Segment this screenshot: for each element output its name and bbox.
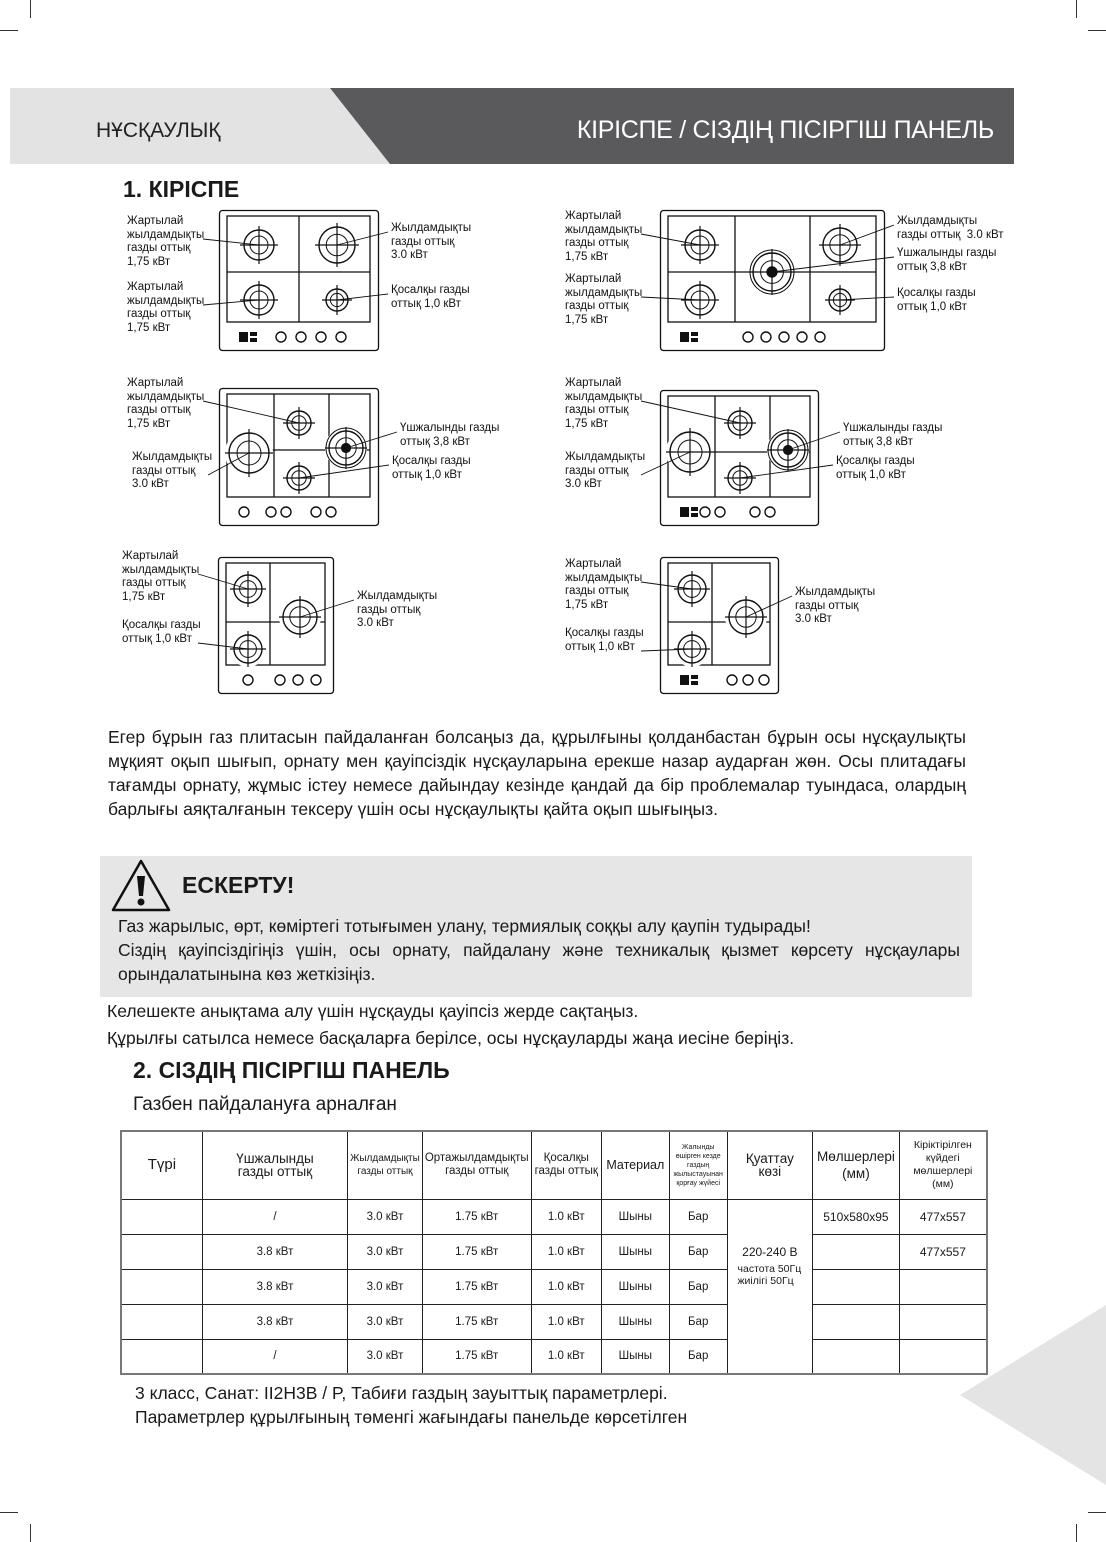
note-keep-manual: Келешекте анықтама алу үшін нұсқауды қауіпсіз жерде сақтаңыз. [107,1001,639,1021]
burner-label: Жылдамдықты газды оттық 3.0 кВт [897,215,1004,241]
col-flame-failure: Жалынды өшірген кезде газдың жылыстауынан қорғау жүйесі [669,1131,727,1199]
crop-mark [0,1512,18,1513]
control-knob-icon [336,332,346,342]
col-type: Түрі [121,1131,202,1199]
control-knob-icon [281,507,291,517]
cell-auxiliary: 1.0 кВт [531,1234,601,1269]
cell-semi-rapid: 1.75 кВт [422,1304,531,1339]
col-semi-rapid-burner: Ортажылдамдықты газды оттық [422,1131,531,1199]
control-knob-icon [311,675,321,685]
footer-line-1: 3 класс, Санат: II2H3B / P, Табиғи газдың зауыттық параметрлері. [135,1383,668,1403]
cell-triple: 3.8 кВт [202,1234,347,1269]
cell-flame-failure: Бар [669,1199,727,1234]
burner-label: Жылдамдықты газды оттық 3.0 кВт [565,451,646,490]
cell-flame-failure: Бар [669,1234,727,1269]
section-1-heading: 1. КІРІСПЕ [123,176,240,202]
hob-diagram [220,211,379,351]
burner-label: Жылдамдықты газды оттық 3.0 кВт [132,451,213,490]
cell-triple: 3.8 кВт [202,1304,347,1339]
control-knob-icon [239,507,249,517]
cell-builtin-dimensions: 477x557 [899,1199,987,1234]
control-knob-icon [765,507,775,517]
manual-label: НҰСҚАУЛЫҚ [96,119,221,142]
col-dimensions: Мөлшерлері (мм) [813,1131,900,1199]
cell-auxiliary: 1.0 кВт [531,1269,601,1304]
cell-dimensions: 510x580x95 [813,1199,900,1234]
control-knob-icon [779,332,789,342]
warning-title: ЕСКЕРТУ! [182,872,295,898]
cell-auxiliary: 1.0 кВт [531,1199,601,1234]
burner-label: Үшжалынды газды оттық 3,8 кВт [843,422,943,448]
cell-material: Шыны [601,1339,669,1374]
table-row [121,1304,987,1339]
control-knob-icon [296,332,306,342]
burner-label: Үшжалынды газды оттық 3,8 кВт [897,247,997,273]
burner-label: Жартылай жылдамдықты газды оттық 1,75 кВт [127,281,205,334]
cell-flame-failure: Бар [669,1269,727,1304]
burner-label: Қосалқы газды оттық 1,0 кВт [122,619,201,645]
burner-label: Қосалқы газды оттық 1,0 кВт [391,284,470,310]
cell-semi-rapid: 1.75 кВт [422,1339,531,1374]
burner-label: Жартылай жылдамдықты газды оттық 1,75 кВт [565,273,643,326]
section-2-subtitle: Газбен пайдалануға арналған [133,1094,397,1115]
control-knob-icon [275,675,285,685]
power-freq-1: частота 50Гц [737,1263,802,1276]
control-knob-icon [743,675,753,685]
burner-label: Жартылай жылдамдықты газды оттық 1,75 кВт [565,558,643,611]
control-knob-icon [266,507,276,517]
burner-label: Жылдамдықты газды оттық 3.0 кВт [391,222,472,261]
burner-label: Қосалқы газды оттық 1,0 кВт [565,627,644,653]
cell-rapid: 3.0 кВт [348,1234,423,1269]
table-header-row [121,1131,987,1199]
control-knob-icon [276,332,286,342]
cell-type [121,1199,202,1234]
power-voltage: 220-240 В [742,1245,798,1260]
control-knob-icon [743,332,753,342]
cell-semi-rapid: 1.75 кВт [422,1269,531,1304]
cell-auxiliary: 1.0 кВт [531,1304,601,1339]
col-triple-burner: Үшжалынды газды оттық [202,1131,347,1199]
col-material: Материал [601,1131,669,1199]
table-row [121,1234,987,1269]
control-knob-icon [316,332,326,342]
burner-label: Жылдамдықты газды оттық 3.0 кВт [795,586,876,625]
control-knob-icon [715,507,725,517]
control-knob-icon [326,507,336,517]
burner-label: Жылдамдықты газды оттық 3.0 кВт [357,590,438,629]
cell-builtin-dimensions [899,1269,987,1304]
cell-material: Шыны [601,1304,669,1339]
control-knob-icon [761,332,771,342]
burner-label: Қосалқы газды оттық 1,0 кВт [392,455,471,481]
control-knob-icon [750,507,760,517]
control-knob-icon [797,332,807,342]
cell-rapid: 3.0 кВт [348,1304,423,1339]
note-transfer-manual: Құрылғы сатылса немесе басқаларға берілсе, осы нұсқауларды жаңа иесіне беріңіз. [107,1028,795,1048]
cell-dimensions [813,1269,900,1304]
cell-type [121,1304,202,1339]
control-knob-icon [700,507,710,517]
cell-flame-failure: Бар [669,1339,727,1374]
burner-label: Қосалқы газды оттық 1,0 кВт [836,455,915,481]
control-knob-icon [243,675,253,685]
warning-text [118,914,960,986]
cell-flame-failure: Бар [669,1304,727,1339]
cell-triple: / [202,1199,347,1234]
cell-auxiliary: 1.0 кВт [531,1339,601,1374]
cell-rapid: 3.0 кВт [348,1199,423,1234]
cell-type [121,1234,202,1269]
cell-semi-rapid: 1.75 кВт [422,1234,531,1269]
control-knob-icon [815,332,825,342]
cell-builtin-dimensions [899,1304,987,1339]
burner-label: Жартылай жылдамдықты газды оттық 1,75 кВт [122,550,200,603]
control-knob-icon [293,675,303,685]
col-auxiliary-burner: Қосалқы газды оттық [531,1131,601,1199]
burner-label: Жартылай жылдамдықты газды оттық 1,75 кВт [127,377,205,430]
cell-power-source [727,1199,813,1374]
power-freq-2: жиілігі 50Гц [737,1275,794,1288]
warning-line-1: Газ жарылыс, өрт, көміртегі тотығымен улану, термиялық соққы алу қаупін тудырады! [118,916,811,936]
cell-rapid: 3.0 кВт [348,1269,423,1304]
crop-mark [1076,1524,1077,1542]
cell-dimensions [813,1234,900,1269]
hob-diagram [219,558,334,694]
burner-label: Қосалқы газды оттық 1,0 кВт [897,287,976,313]
specs-table [120,1130,988,1375]
col-rapid-burner: Жылдамдықты газды оттық [348,1131,423,1199]
col-builtin-dimensions: Кіріктірілген күйдегі мөлшерлері (мм) [899,1131,987,1199]
burner-label: Үшжалынды газды оттық 3,8 кВт [400,422,500,448]
control-knob-icon [311,507,321,517]
cell-builtin-dimensions [899,1339,987,1374]
cell-builtin-dimensions: 477x557 [899,1234,987,1269]
cell-dimensions [813,1304,900,1339]
section-2-heading: 2. СІЗДІҢ ПІСІРГІШ ПАНЕЛЬ [133,1057,450,1083]
cell-material: Шыны [601,1234,669,1269]
warning-icon [110,858,172,914]
control-knob-icon [759,675,769,685]
cell-dimensions [813,1339,900,1374]
hob-diagram [220,389,379,526]
crop-mark [1088,1512,1106,1513]
table-row [121,1199,987,1234]
burner-label: Жартылай жылдамдықты газды оттық 1,75 кВт [565,210,643,263]
cell-rapid: 3.0 кВт [348,1339,423,1374]
cell-material: Шыны [601,1199,669,1234]
cell-semi-rapid: 1.75 кВт [422,1199,531,1234]
cell-triple: 3.8 кВт [202,1269,347,1304]
table-row [121,1269,987,1304]
crop-mark [30,1524,31,1542]
footer-line-2: Параметрлер құрылғының төменгі жағындағы панельде көрсетілген [135,1407,688,1427]
cell-type [121,1269,202,1304]
cell-material: Шыны [601,1269,669,1304]
burner-label: Жартылай жылдамдықты газды оттық 1,75 кВт [127,215,205,268]
hob-diagram [661,211,885,351]
col-power-source: Қуаттау көзі [727,1131,813,1199]
table-row [121,1339,987,1374]
cell-type [121,1339,202,1374]
burner-label: Жартылай жылдамдықты газды оттық 1,75 кВт [565,377,643,430]
cell-triple: / [202,1339,347,1374]
hob-diagram [661,558,779,694]
page-title: КІРІСПЕ / СІЗДІҢ ПІСІРГІШ ПАНЕЛЬ [576,116,994,144]
control-knob-icon [727,675,737,685]
warning-line-2: Сіздің қауіпсіздігіңіз үшін, осы орнату, пайдалану және техникалық қызмет көрсету нұсқаулары орындалатынына көз жеткізіңіз. [118,940,960,984]
intro-paragraph: Егер бұрын газ плитасын пайдаланған болсаңыз да, құрылғыны қолданбастан бұрын осы нұсқаулықты мұқият оқып шығып, орнату мен қауіпсіздік нұсқауларына ерекше назар аударған жөн. Осы плитадағы тағамды орнату, жұмыс істеу немесе дайындау кезінде қандай да бір проблемалар туындаса, олардың барлығы аяқталғанын тексеру үшін осы нұсқаулықты қайта оқып шығыңыз. [108,727,966,819]
